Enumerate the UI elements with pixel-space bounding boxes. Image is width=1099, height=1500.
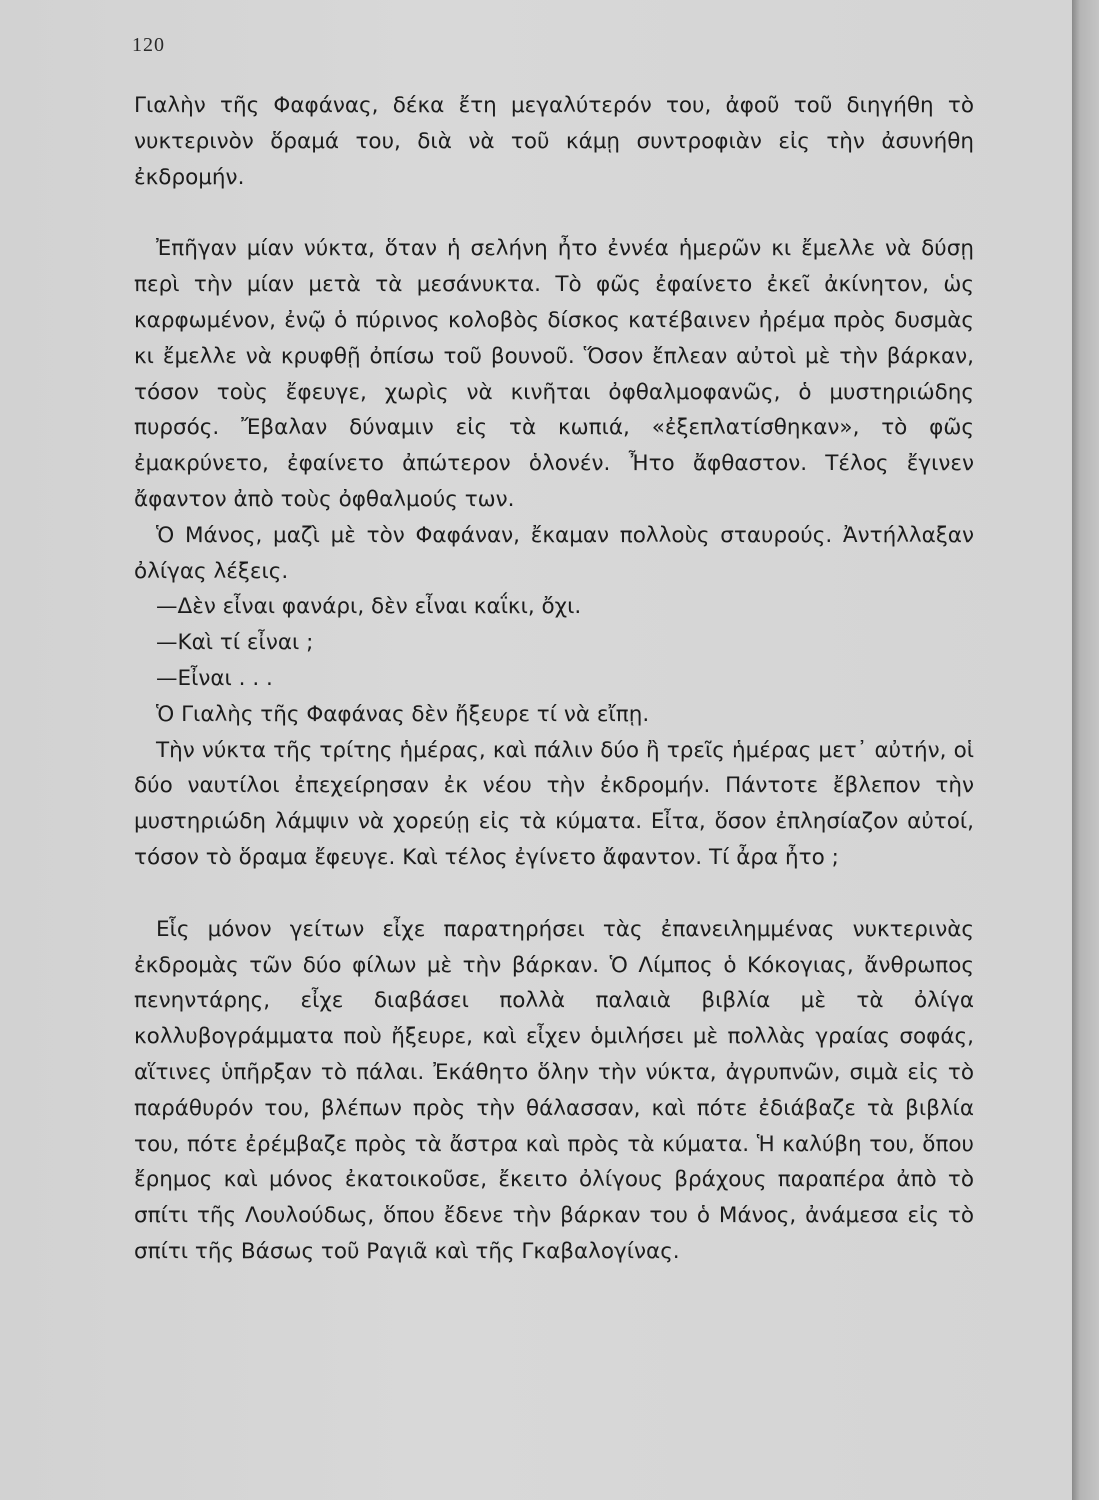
paragraph-gap (134, 876, 974, 912)
dialogue-line: —Καὶ τί εἶναι ; (156, 630, 314, 656)
page-number: 120 (132, 34, 165, 56)
paragraph: Ὁ Μάνος, μαζὶ μὲ τὸν Φαφάναν, ἔκαμαν πολλοὺς σταυρούς. Ἀντήλλαξαν ὀλίγας λέξεις. (134, 522, 974, 584)
dialogue-line: —Εἶναι . . . (156, 665, 273, 691)
paragraph-gap (134, 195, 974, 231)
paragraph: Τὴν νύκτα τῆς τρίτης ἡμέρας, καὶ πάλιν δύο ἢ τρεῖς ἡμέρας μετ᾽ αὐτήν, οἱ δύο ναυτίλοι ἐπεχείρησαν ἐκ νέου τὴν ἐκδρομήν. Πάντοτε ἔβλεπον τὴν μυστηριώδη λάμψιν νὰ χορεύῃ εἰς τὰ κύματα. Εἶτα, ὅσον ἐπλησίαζον αὐτοί, τόσον τὸ ὅραμα ἔφευγε. Καὶ τέλος ἐγίνετο ἄφαντον. Τί ἆρα ἦτο ; (134, 737, 974, 870)
paragraph: Ὁ Γιαλὴς τῆς Φαφάνας δὲν ἤξευρε τί νὰ εἴπῃ. (156, 701, 650, 727)
page-edge (1072, 0, 1099, 1500)
dialogue-line: —Δὲν εἶναι φανάρι, δὲν εἶναι καΐκι, ὄχι. (156, 594, 582, 620)
paragraph: Γιαλὴν τῆς Φαφάνας, δέκα ἔτη μεγαλύτερόν του, ἀφοῦ τοῦ διηγήθη τὸ νυκτερινὸν ὅραμά του, διὰ νὰ τοῦ κάμῃ συντροφιὰν εἰς τὴν ἀσυνήθη ἐκδρομήν. (134, 93, 974, 190)
body-text (134, 88, 974, 1270)
paragraph: Εἷς μόνον γείτων εἶχε παρατηρήσει τὰς ἐπανειλημμένας νυκτερινὰς ἐκδρομὰς τῶν δύο φίλων μὲ τὴν βάρκαν. Ὁ Λίμπος ὁ Κόκογιας, ἄνθρωπος πενηντάρης, εἶχε διαβάσει πολλὰ παλαιὰ βιβλία μὲ τὰ ὀλίγα κολλυβογράμματα ποὺ ἤξευρε, καὶ εἶχεν ὁμιλήσει μὲ πολλὰς γραίας σοφάς, αἵτινες ὑπῆρξαν τὸ πάλαι. Ἐκάθητο ὅλην τὴν νύκτα, ἀγρυπνῶν, σιμὰ εἰς τὸ παράθυρόν του, βλέπων πρὸς τὴν θάλασσαν, καὶ πότε ἐδιάβαζε τὰ βιβλία του, πότε ἐρέμβαζε πρὸς τὰ ἄστρα καὶ πρὸς τὰ κύματα. Ἡ καλύβη του, ὅπου ἔρημος καὶ μόνος ἐκατοικοῦσε, ἔκειτο ὀλίγους βράχους παραπέρα ἀπὸ τὸ σπίτι τῆς Λουλούδως, ὅπου ἔδενε τὴν βάρκαν του ὁ Μάνος, ἀνάμεσα εἰς τὸ σπίτι τῆς Βάσως τοῦ Ραγιᾶ καὶ τῆς Γκαβαλογίνας. (134, 916, 974, 1264)
paragraph: Ἐπῆγαν μίαν νύκτα, ὅταν ἡ σελήνη ἦτο ἐννέα ἡμερῶν κι ἔμελλε νὰ δύσῃ περὶ τὴν μίαν μετὰ τὰ μεσάνυκτα. Τὸ φῶς ἐφαίνετο ἐκεῖ ἀκίνητον, ὡς καρφωμένον, ἐνῷ ὁ πύρινος κολοβὸς δίσκος κατέβαινεν ἠρέμα πρὸς δυσμὰς κι ἔμελλε νὰ κρυφθῇ ὀπίσω τοῦ βουνοῦ. Ὅσον ἔπλεαν αὐτοὶ μὲ τὴν βάρκαν, τόσον τοὺς ἔφευγε, χωρὶς νὰ κινῆται ὀφθαλμοφανῶς, ὁ μυστηριώδης πυρσός. Ἔβαλαν δύναμιν εἰς τὰ κωπιά, «ἐξεπλατίσθηκαν», τὸ φῶς ἐμακρύνετο, ἐφαίνετο ἀπώτερον ὁλονέν. Ἦτο ἄφθαστον. Τέλος ἔγινεν ἄφαντον ἀπὸ τοὺς ὀφθαλμούς των. (134, 236, 974, 512)
